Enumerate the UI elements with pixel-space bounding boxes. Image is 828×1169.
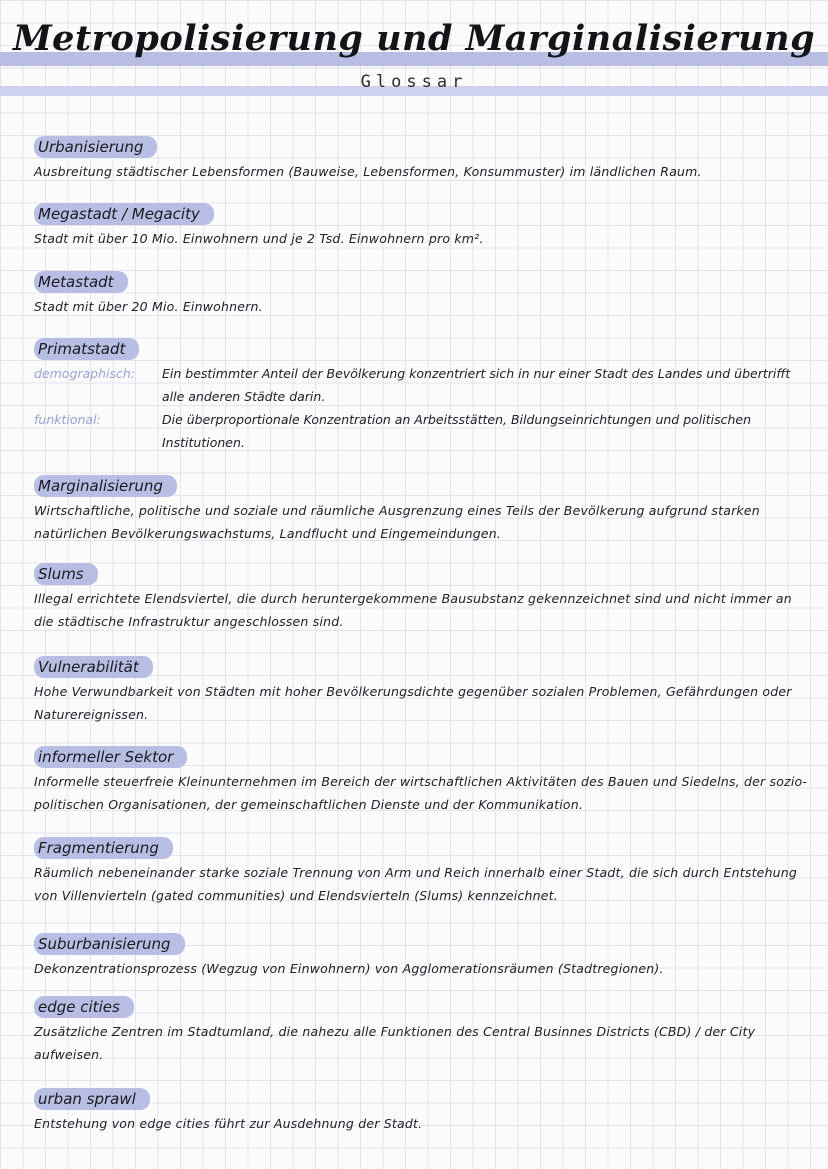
subdefinition-label: funktional:: [34, 412, 101, 427]
term-label: Slums: [34, 563, 98, 585]
term-definition: Illegal errichtete Elendsviertel, die durch heruntergekommene Bausubstanz gekennzeichnet sind und nicht immer an die städtische Infrastruktur angeschlossen sind.: [34, 591, 792, 629]
subdefinition-text: Ein bestimmter Anteil der Bevölkerung konzentriert sich in nur einer Stadt des Landes und übertrifft alle anderen Städte darin.: [162, 366, 791, 404]
glossary-entry-marginalisierung: [34, 475, 814, 545]
term-label: edge cities: [34, 996, 134, 1018]
glossary-entry-vulnerabilitaet: [34, 656, 814, 726]
term-label: Urbanisierung: [34, 136, 157, 158]
term-label: Megastadt / Megacity: [34, 203, 214, 225]
term-label: Fragmentierung: [34, 837, 173, 859]
term-label: Metastadt: [34, 271, 128, 293]
glossary-entry-edge-cities: [34, 996, 814, 1066]
term-definition: Dekonzentrationsprozess (Wegzug von Einwohnern) von Agglomerationsräumen (Stadtregionen).: [34, 961, 664, 976]
term-definition: Informelle steuerfreie Kleinunternehmen im Bereich der wirtschaftlichen Aktivitäten des Bauen und Siedelns, der sozio-politischen Organisationen, der gemeinschaftlichen Dienste und der Kommunikation.: [34, 774, 808, 812]
term-definition: Stadt mit über 20 Mio. Einwohnern.: [34, 299, 263, 314]
subdefinition-label: demographisch:: [34, 366, 136, 381]
subdefinition-funktional: [34, 408, 814, 454]
term-label: Primatstadt: [34, 338, 139, 360]
glossary-entry-primatstadt: [34, 338, 814, 454]
glossary-entry-urban-sprawl: [34, 1088, 814, 1135]
term-definition: Hohe Verwundbarkeit von Städten mit hoher Bevölkerungsdichte gegenüber sozialen Problemen, Gefährdungen oder Naturereignissen.: [34, 684, 792, 722]
glossary-entry-urbanisierung: [34, 136, 814, 183]
term-definition: Ausbreitung städtischer Lebensformen (Bauweise, Lebensformen, Konsummuster) im ländlichen Raum.: [34, 164, 702, 179]
term-label: urban sprawl: [34, 1088, 150, 1110]
glossary-entry-megastadt: [34, 203, 814, 250]
term-definition: Zusätzliche Zentren im Stadtumland, die nahezu alle Funktionen des Central Businnes Districts (CBD) / der City aufweisen.: [34, 1024, 756, 1062]
glossary-entry-fragmentierung: [34, 837, 814, 907]
term-label: Marginalisierung: [34, 475, 177, 497]
glossary-entry-suburbanisierung: [34, 933, 814, 980]
term-definition: Stadt mit über 10 Mio. Einwohnern und je 2 Tsd. Einwohnern pro km².: [34, 231, 484, 246]
term-definition: Wirtschaftliche, politische und soziale und räumliche Ausgrenzung eines Teils der Bevölkerung aufgrund starken natürlichen Bevölkerungswachstums, Landflucht und Eingemeindungen.: [34, 503, 760, 541]
term-label: informeller Sektor: [34, 746, 187, 768]
term-definition: Entstehung von edge cities führt zur Ausdehnung der Stadt.: [34, 1116, 423, 1131]
term-label: Vulnerabilität: [34, 656, 153, 678]
glossary-entry-metastadt: [34, 271, 814, 318]
term-label: Suburbanisierung: [34, 933, 185, 955]
term-definition: Räumlich nebeneinander starke soziale Trennung von Arm und Reich innerhalb einer Stadt, die sich durch Entstehung von Villenvierteln (gated communities) und Elendsvierteln (Slums) kennzeichnet.: [34, 865, 798, 903]
page-title: Metropolisierung und Marginalisierung: [12, 18, 816, 59]
glossary-entry-informeller-sektor: [34, 746, 814, 816]
page-subtitle: Glossar: [360, 72, 468, 92]
glossary-entry-slums: [34, 563, 814, 633]
subdefinition-text: Die überproportionale Konzentration an Arbeitsstätten, Bildungseinrichtungen und politischen Institutionen.: [162, 412, 752, 450]
subdefinition-demographisch: [34, 362, 814, 408]
